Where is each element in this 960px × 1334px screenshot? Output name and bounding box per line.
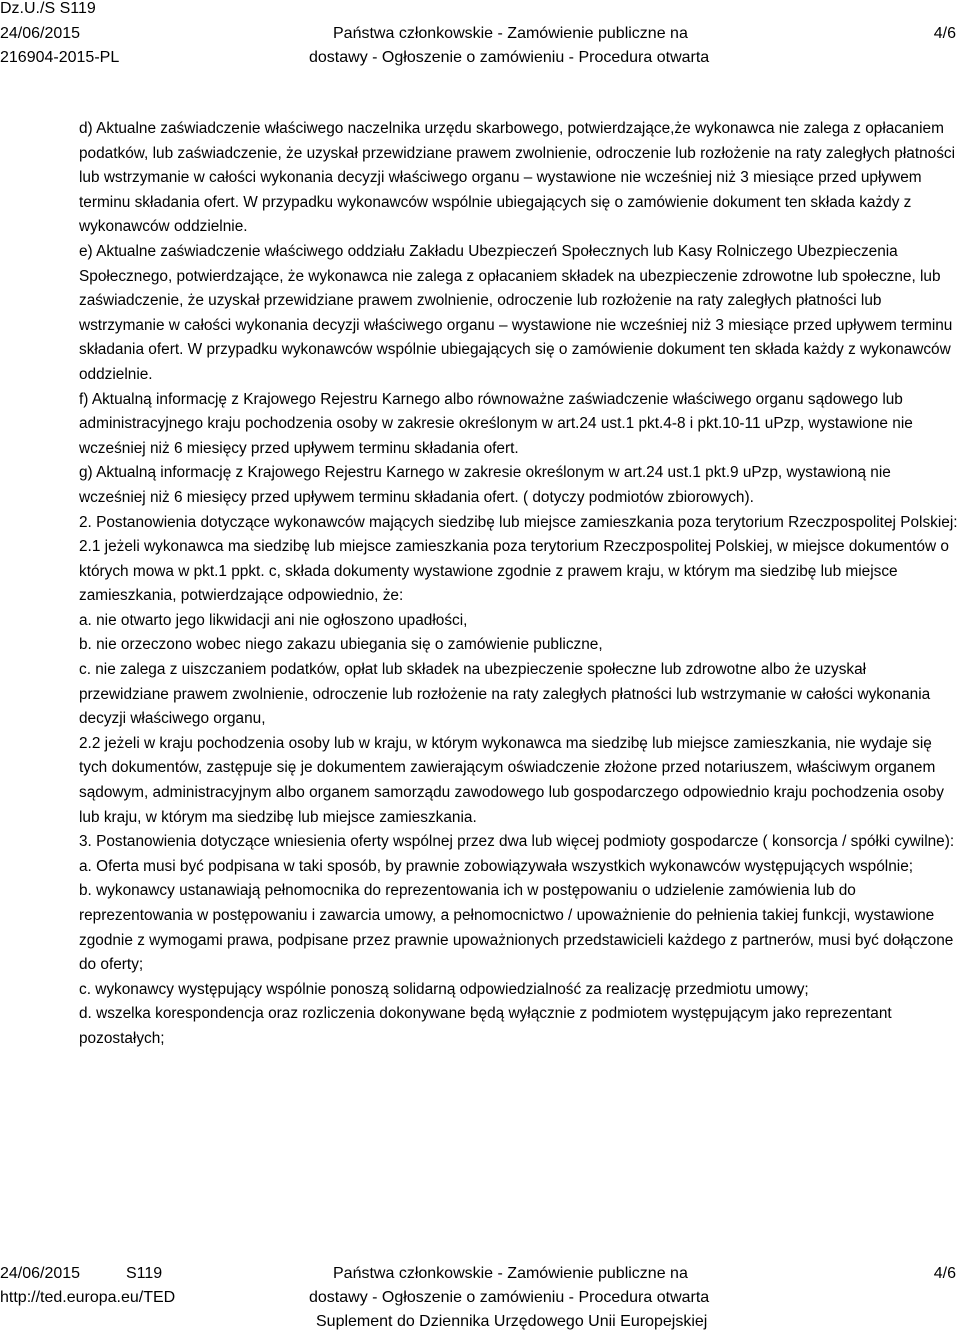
paragraph-3-d: d. wszelka korespondencja oraz rozliczenia dokonywane będą wyłącznie z podmiotem występującym jako reprezentant pozostałych;	[79, 1005, 892, 1047]
page-footer	[0, 1262, 960, 1334]
paragraph-2-1-b: b. nie orzeczono wobec niego zakazu ubiegania się o zamówienie publiczne,	[79, 636, 603, 654]
footer-title-line-1: Państwa członkowskie - Zamówienie publiczne na	[333, 1265, 688, 1282]
header-title-line-1: Państwa członkowskie - Zamówienie publiczne na	[333, 25, 688, 42]
paragraph-d: d) Aktualne zaświadczenie właściwego naczelnika urzędu skarbowego, potwierdzające,że wykonawca nie zalega z opłacaniem podatków, lub zaświadczenie, że uzyskał przewidziane prawem zwolnienie, odroczenie lub rozłożenie na raty zaległych płatności lub wstrzymanie w całości wykonania decyzji właściwego organu – wystawione nie wcześniej niż 3 miesiące przed upływem terminu składania ofert. W przypadku wykonawców wspólnie ubiegających się o zamówienie dokument ten składa każdy z wykonawców oddzielnie.	[79, 120, 956, 236]
paragraph-2-2: 2.2 jeżeli w kraju pochodzenia osoby lub w kraju, w którym wykonawca ma siedzibę lub miejsce zamieszkania, nie wydaje się tych dokumentów, zastępuje się je dokumentem zawierającym oświadczenie złożone przed notariuszem, właściwym organem sądowym, administracyjnym albo organem samorządu zawodowego lub gospodarczego odpowiednio kraju pochodzenia osoby lub kraju, w którym ma siedzibę lub miejsce zamieszkania.	[79, 734, 944, 826]
paragraph-g: g) Aktualną informację z Krajowego Rejestru Karnego w zakresie określonym w art.24 ust.1 pkt.9 uPzp, wystawioną nie wcześniej niż 6 miesięcy przed upływem terminu składania ofert. ( dotyczy podmiotów zbiorowych).	[79, 464, 891, 506]
paragraph-3-c: c. wykonawcy występujący wspólnie ponoszą solidarną odpowiedzialność za realizację przedmiotu umowy;	[79, 980, 809, 998]
notice-number: 216904-2015-PL	[0, 49, 120, 66]
paragraph-2-1-a: a. nie otwarto jego likwidacji ani nie ogłoszono upadłości,	[79, 611, 468, 629]
journal-reference: Dz.U./S S119	[0, 0, 96, 17]
footer-url: http://ted.europa.eu/TED	[0, 1289, 176, 1306]
paragraph-2-1-c: c. nie zalega z uiszczaniem podatków, opłat lub składek na ubezpieczenie społeczne lub zdrowotne albo że uzyskał przewidziane prawem zwolnienie, odroczenie lub rozłożenie na raty zaległych płatności lub wstrzymanie w całości wykonania decyzji właściwego organu,	[79, 661, 931, 728]
publication-date: 24/06/2015	[0, 25, 81, 42]
header-title-line-2: dostawy - Ogłoszenie o zamówieniu - Procedura otwarta	[309, 49, 710, 66]
paragraph-3: 3. Postanowienia dotyczące wniesienia oferty wspólnej przez dwa lub więcej podmioty gospodarcze ( konsorcja / spółki cywilne):	[79, 833, 955, 851]
paragraph-e: e) Aktualne zaświadczenie właściwego oddziału Zakładu Ubezpieczeń Społecznych lub Kasy Rolniczego Ubezpieczenia Społecznego, potwierdzające, że wykonawca nie zalega z opłacaniem składek na ubezpieczenie zdrowotne lub społeczne, lub zaświadczenie, że uzyskał przewidziane prawem zwolnienie, odroczenie lub rozłożenie na raty zaległych płatności lub wstrzymanie w całości wykonania decyzji właściwego organu – wystawione nie wcześniej niż 3 miesiące przed upływem terminu składania ofert. W przypadku wykonawców wspólnie ubiegających się o zamówienie dokument ten składa każdy z wykonawców oddzielnie.	[79, 242, 953, 383]
paragraph-2-1: 2.1 jeżeli wykonawca ma siedzibę lub miejsce zamieszkania poza terytorium Rzeczpospolitej Polskiej, w miejsce dokumentów o których mowa w pkt.1 ppkt. c, składa dokumenty wystawione zgodnie z prawem kraju, w którym ma siedzibę lub miejsce zamieszkania, potwierdzające odpowiednio, że:	[79, 538, 949, 605]
footer-series: S119	[126, 1265, 163, 1282]
footer-title-line-3: Suplement do Dziennika Urzędowego Unii Europejskiej	[316, 1313, 708, 1330]
paragraph-f: f) Aktualną informację z Krajowego Rejestru Karnego albo równoważne zaświadczenie właściwego organu sądowego lub administracyjnego kraju pochodzenia osoby w zakresie określonym w art.24 ust.1 pkt.4-8 i pkt.10-11 uPzp, wystawione nie wcześniej niż 6 miesięcy przed upływem terminu składania ofert.	[79, 390, 913, 457]
footer-title-line-2: dostawy - Ogłoszenie o zamówieniu - Procedura otwarta	[309, 1289, 710, 1306]
paragraph-2: 2. Postanowienia dotyczące wykonawców mających siedzibę lub miejsce zamieszkania poza terytorium Rzeczpospolitej Polskiej:	[79, 513, 958, 531]
paragraph-3-b: b. wykonawcy ustanawiają pełnomocnika do reprezentowania ich w postępowaniu o udzielenie zamówienia lub do reprezentowania w postępowaniu i zawarcia umowy, a pełnomocnictwo / upoważnienie do pełnienia takiej funkcji, wystawione zgodnie z wymogami prawa, podpisane przez prawnie upoważnionych przedstawicieli każdego z partnerów, musi być dołączone do oferty;	[79, 882, 954, 974]
page-number: 4/6	[933, 25, 956, 42]
paragraph-3-a: a. Oferta musi być podpisana w taki sposób, by prawnie zobowiązywała wszystkich wykonawców występujących wspólnie;	[79, 857, 914, 875]
page-header	[0, 0, 960, 72]
footer-date: 24/06/2015	[0, 1265, 81, 1282]
document-body	[79, 117, 959, 1052]
footer-page-number: 4/6	[933, 1265, 956, 1282]
